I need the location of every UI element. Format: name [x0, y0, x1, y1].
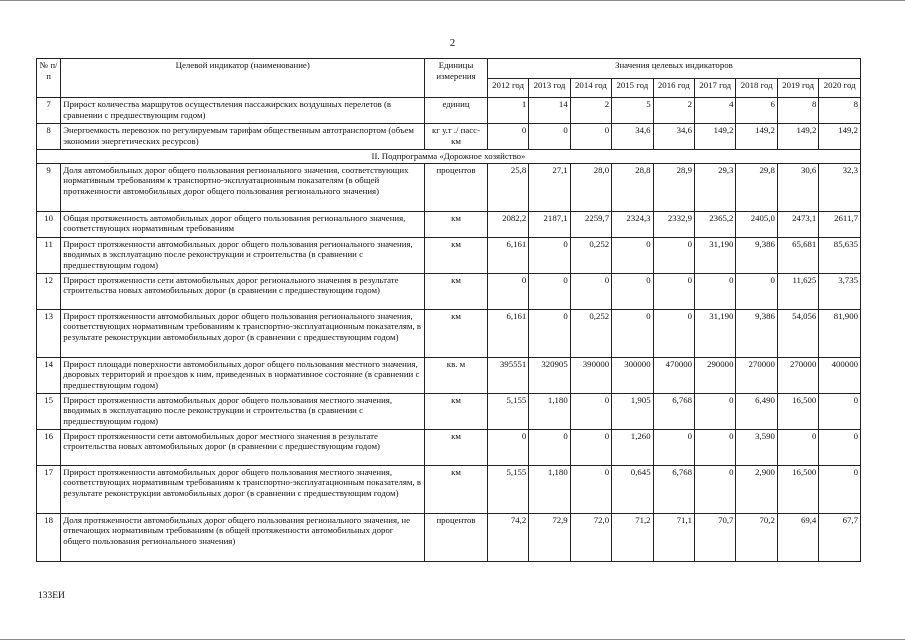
value-cell: 0: [487, 429, 528, 465]
value-cell: 1,180: [529, 465, 570, 513]
indicator-name: Прирост протяженности автомобильных дорог общего пользования местного значения, вводимых в эксплуатацию после реконструкции и строительства (в сравнении с предшествующим годом): [61, 393, 425, 429]
year-2016: 2016 год: [653, 78, 694, 98]
value-cell: 9,386: [736, 309, 777, 357]
unit-cell: единиц: [425, 98, 488, 124]
value-cell: 0,252: [570, 309, 611, 357]
value-cell: 0: [653, 429, 694, 465]
row-number: 10: [37, 211, 61, 237]
row-number: 9: [37, 163, 61, 211]
value-cell: 3,590: [736, 429, 777, 465]
value-cell: 470000: [653, 357, 694, 393]
value-cell: 16,500: [777, 465, 818, 513]
table-row: [37, 211, 861, 237]
value-cell: 65,681: [777, 237, 818, 273]
value-cell: 81,900: [819, 309, 861, 357]
value-cell: 5,155: [487, 465, 528, 513]
value-cell: 30,6: [777, 163, 818, 211]
unit-cell: км: [425, 465, 488, 513]
value-cell: 29,8: [736, 163, 777, 211]
value-cell: 31,190: [695, 309, 736, 357]
unit-cell: кв. м: [425, 357, 488, 393]
value-cell: 2082,2: [487, 211, 528, 237]
value-cell: 270000: [736, 357, 777, 393]
value-cell: 0: [529, 124, 570, 150]
page-number: 2: [449, 37, 456, 49]
value-cell: 0,252: [570, 237, 611, 273]
value-cell: 0: [612, 309, 653, 357]
value-cell: 67,7: [819, 513, 861, 561]
value-cell: 5: [612, 98, 653, 124]
value-cell: 1: [487, 98, 528, 124]
table-row: [37, 465, 861, 513]
value-cell: 0,645: [612, 465, 653, 513]
value-cell: 0: [612, 273, 653, 309]
value-cell: 2611,7: [819, 211, 861, 237]
value-cell: 28,8: [612, 163, 653, 211]
value-cell: 0: [736, 273, 777, 309]
indicators-table: [36, 58, 861, 562]
value-cell: 270000: [777, 357, 818, 393]
table-body-part2: [37, 163, 861, 561]
value-cell: 395551: [487, 357, 528, 393]
value-cell: 1,260: [612, 429, 653, 465]
value-cell: 2259,7: [570, 211, 611, 237]
value-cell: 0: [653, 237, 694, 273]
unit-cell: кг у.т ./ пасс-км: [425, 124, 488, 150]
value-cell: 71,2: [612, 513, 653, 561]
year-2014: 2014 год: [570, 78, 611, 98]
value-cell: 0: [653, 273, 694, 309]
unit-cell: км: [425, 393, 488, 429]
value-cell: 2,900: [736, 465, 777, 513]
header-row: [37, 59, 861, 79]
value-cell: 2332,9: [653, 211, 694, 237]
value-cell: 9,386: [736, 237, 777, 273]
table-body-part1: [37, 98, 861, 150]
footer-code: 133ЕИ: [38, 591, 65, 601]
value-cell: 2365,2: [695, 211, 736, 237]
value-cell: 6: [736, 98, 777, 124]
value-cell: 25,8: [487, 163, 528, 211]
unit-cell: км: [425, 429, 488, 465]
value-cell: 2405,0: [736, 211, 777, 237]
value-cell: 0: [695, 429, 736, 465]
table-row: [37, 309, 861, 357]
table-row: [37, 429, 861, 465]
header-values-title: Значения целевых индикаторов: [487, 59, 860, 79]
indicator-name: Прирост протяженности автомобильных дорог общего пользования регионального значения, соответствующих нормативным требованиям к транспортно-эксплуатационным показателям, в результате реконструкции автомобильных дорог (в сравнении с предшествующим годом): [61, 309, 425, 357]
value-cell: 6,161: [487, 309, 528, 357]
unit-cell: км: [425, 309, 488, 357]
value-cell: 28,0: [570, 163, 611, 211]
value-cell: 6,768: [653, 393, 694, 429]
year-2013: 2013 год: [529, 78, 570, 98]
row-number: 17: [37, 465, 61, 513]
value-cell: 72,9: [529, 513, 570, 561]
value-cell: 2: [653, 98, 694, 124]
value-cell: 390000: [570, 357, 611, 393]
unit-cell: км: [425, 237, 488, 273]
unit-cell: км: [425, 273, 488, 309]
value-cell: 0: [570, 273, 611, 309]
value-cell: 11,625: [777, 273, 818, 309]
value-cell: 71,1: [653, 513, 694, 561]
row-number: 7: [37, 98, 61, 124]
value-cell: 8: [819, 98, 861, 124]
value-cell: 0: [570, 465, 611, 513]
value-cell: 14: [529, 98, 570, 124]
value-cell: 0: [529, 429, 570, 465]
table-row: [37, 357, 861, 393]
value-cell: 0: [819, 429, 861, 465]
value-cell: 72,0: [570, 513, 611, 561]
unit-cell: процентов: [425, 163, 488, 211]
value-cell: 3,735: [819, 273, 861, 309]
value-cell: 2473,1: [777, 211, 818, 237]
table-row: [37, 98, 861, 124]
value-cell: 2: [570, 98, 611, 124]
value-cell: 34,6: [612, 124, 653, 150]
indicator-name: Энергоемкость перевозок по регулируемым тарифам общественным автотранспортом (объем экономии энергетических ресурсов): [61, 124, 425, 150]
section-heading-body: [37, 150, 861, 164]
value-cell: 2324,3: [612, 211, 653, 237]
value-cell: 0: [529, 309, 570, 357]
year-2012: 2012 год: [487, 78, 528, 98]
indicator-name: Прирост площади поверхности автомобильных дорог общего пользования местного значения, дворовых территорий и проездов к ним, приведенных в нормативное состояние (в сравнении с предшествующим годом): [61, 357, 425, 393]
table-row: [37, 163, 861, 211]
value-cell: 300000: [612, 357, 653, 393]
table-row: [37, 124, 861, 150]
value-cell: 0: [570, 429, 611, 465]
value-cell: 0: [529, 273, 570, 309]
table-row: [37, 393, 861, 429]
value-cell: 149,2: [695, 124, 736, 150]
indicator-name: Прирост протяженности сети автомобильных дорог регионального значения в результате строительства новых автомобильных дорог (в сравнении с предшествующим годом): [61, 273, 425, 309]
table-row: [37, 273, 861, 309]
year-2017: 2017 год: [695, 78, 736, 98]
scan-top-edge: [0, 0, 905, 1]
value-cell: 6,161: [487, 237, 528, 273]
value-cell: 34,6: [653, 124, 694, 150]
indicator-name: Доля протяженности автомобильных дорог общего пользования регионального значения, не отвечающих нормативным требованиям (в общей протяженности автомобильных дорог общего пользования регионального значения): [61, 513, 425, 561]
value-cell: 0: [487, 124, 528, 150]
value-cell: 0: [487, 273, 528, 309]
value-cell: 0: [819, 393, 861, 429]
value-cell: 2187,1: [529, 211, 570, 237]
row-number: 12: [37, 273, 61, 309]
value-cell: 28,9: [653, 163, 694, 211]
section-row: [37, 150, 861, 164]
value-cell: 16,500: [777, 393, 818, 429]
unit-cell: процентов: [425, 513, 488, 561]
value-cell: 54,056: [777, 309, 818, 357]
value-cell: 5,155: [487, 393, 528, 429]
value-cell: 149,2: [736, 124, 777, 150]
header-unit: Единицы измерения: [425, 59, 488, 98]
row-number: 16: [37, 429, 61, 465]
year-2015: 2015 год: [612, 78, 653, 98]
value-cell: 290000: [695, 357, 736, 393]
value-cell: 320905: [529, 357, 570, 393]
indicator-name: Прирост протяженности автомобильных дорог общего пользования регионального значения, вводимых в эксплуатацию после реконструкции и строительства (в сравнении с предшествующим годом): [61, 237, 425, 273]
value-cell: 0: [695, 273, 736, 309]
row-number: 11: [37, 237, 61, 273]
row-number: 18: [37, 513, 61, 561]
value-cell: 6,490: [736, 393, 777, 429]
indicator-name: Прирост количества маршрутов осуществления пассажирских воздушных перелетов (в сравнении с предшествующим годом): [61, 98, 425, 124]
value-cell: 0: [695, 465, 736, 513]
value-cell: 27,1: [529, 163, 570, 211]
indicator-name: Доля автомобильных дорог общего пользования регионального значения, соответствующих нормативным требованиям к транспортно-эксплуатационным показателям (в общей протяженности автомобильных дорог общего пользования регионального значения): [61, 163, 425, 211]
value-cell: 31,190: [695, 237, 736, 273]
year-2020: 2020 год: [819, 78, 861, 98]
table-row: [37, 513, 861, 561]
value-cell: 85,635: [819, 237, 861, 273]
value-cell: 400000: [819, 357, 861, 393]
value-cell: 149,2: [777, 124, 818, 150]
indicator-name: Общая протяженность автомобильных дорог общего пользования регионального значения, соответствующих нормативным требованиям: [61, 211, 425, 237]
value-cell: 0: [819, 465, 861, 513]
value-cell: 0: [777, 429, 818, 465]
indicator-name: Прирост протяженности автомобильных дорог общего пользования местного значения, соответствующих нормативным требованиям к транспортно-эксплуатационным показателям, в результате реконструкции автомобильных дорог (в сравнении с предшествующим годом): [61, 465, 425, 513]
table-row: [37, 237, 861, 273]
section-title: II. Подпрограмма «Дорожное хозяйство»: [37, 150, 861, 164]
unit-cell: км: [425, 211, 488, 237]
value-cell: 0: [570, 393, 611, 429]
value-cell: 0: [612, 237, 653, 273]
value-cell: 4: [695, 98, 736, 124]
value-cell: 0: [653, 309, 694, 357]
header-num: № п/п: [37, 59, 61, 98]
year-2019: 2019 год: [777, 78, 818, 98]
year-2018: 2018 год: [736, 78, 777, 98]
value-cell: 8: [777, 98, 818, 124]
value-cell: 32,3: [819, 163, 861, 211]
value-cell: 0: [695, 393, 736, 429]
value-cell: 74,2: [487, 513, 528, 561]
value-cell: 69,4: [777, 513, 818, 561]
value-cell: 1,905: [612, 393, 653, 429]
row-number: 15: [37, 393, 61, 429]
row-number: 14: [37, 357, 61, 393]
value-cell: 70,7: [695, 513, 736, 561]
value-cell: 29,3: [695, 163, 736, 211]
value-cell: 1,180: [529, 393, 570, 429]
indicator-name: Прирост протяженности сети автомобильных дорог местного значения в результате строительства новых автомобильных дорог (в сравнении с предшествующим годом): [61, 429, 425, 465]
header-name: Целевой индикатор (наименование): [61, 59, 425, 98]
value-cell: 6,768: [653, 465, 694, 513]
row-number: 13: [37, 309, 61, 357]
value-cell: 0: [570, 124, 611, 150]
row-number: 8: [37, 124, 61, 150]
value-cell: 0: [529, 237, 570, 273]
value-cell: 70,2: [736, 513, 777, 561]
value-cell: 149,2: [819, 124, 861, 150]
